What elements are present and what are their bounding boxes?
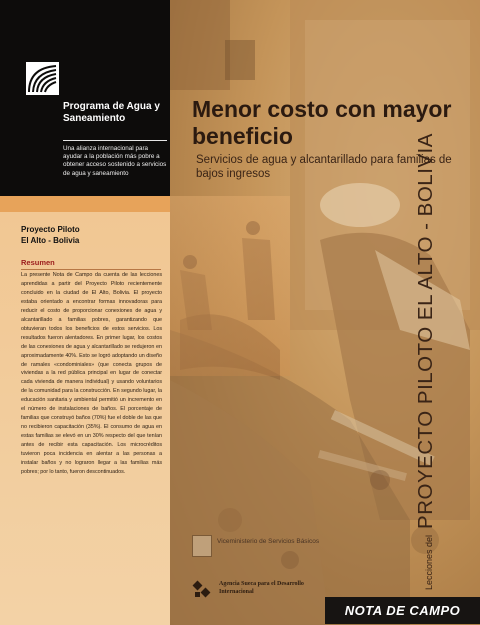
- viceministerio-logo: [192, 535, 334, 557]
- asdi-emblem-icon: [192, 579, 214, 601]
- field-note-badge: [325, 597, 480, 624]
- program-logo-icon: [26, 62, 59, 95]
- summary-text: La presente Nota de Campo da cuenta de las lecciones aprendidas a partir del Proyecto Piloto recientemente concluido en la ciudad de El Alto, Bolivia. El proyecto estaba orientado a encontrar formas innovadoras para reducir el costo de proporcionar conexiones de agua y alcantarillado a familias pobres, garantizando que obtuvieran todos los beneficios de estos servicios. Los resultados fueron alentadores. En primer lugar, los costos de las conexiones de agua y alcantarillado se redujeron en aproximadamente 40%. Esto se logró adoptando un diseño de ramales «condominiales» (que conecta grupos de viviendas a la red pública principal en lugar de conectar cada vivienda de manera individual) y usando voluntarios de la comunidad para la construcción. En segundo lugar, la educación sanitaria y ambiental permitió un incremento en el número de instalaciones de baños. El porcentaje de familias que construyó baños (70%) fue el doble de las que no recibieron capacitación (35%). El consumo de agua en estas familias se elevó en un 30% respecto del que tenían antes de recibir esta capacitación. Los microcréditos tuvieron poca incidencia en alentar a las personas a instalar baños y no lograron llegar a las familias más pobres; por lo tanto, fueron descontinuados.: [21, 272, 162, 475]
- vertical-title: [414, 133, 438, 590]
- viceministerio-name: Viceministerio de Servicios Básicos: [217, 538, 320, 545]
- project-title: Proyecto Piloto El Alto - Bolivia: [21, 225, 80, 245]
- summary-divider: [21, 269, 161, 270]
- field-note-badge-label: NOTA DE CAMPO: [344, 603, 461, 618]
- vertical-title-main: PROYECTO PILOTO EL ALTO - BOLIVIA: [414, 133, 437, 529]
- program-description: Una alianza internacional para ayudar a la población más pobre a obtener acceso sostenido a servicios de agua y saneamiento: [63, 145, 167, 177]
- asdi-logo: [192, 579, 342, 601]
- vertical-title-prefix: Lecciones del: [424, 534, 434, 590]
- asdi-name: Agencia Sueca para el Desarrollo Internacional: [219, 581, 304, 595]
- program-divider: [63, 140, 167, 141]
- photo-highlight-overlay: [170, 196, 290, 376]
- subheadline: Servicios de agua y alcantarillado para familias de bajos ingresos: [196, 154, 452, 180]
- main-headline: Menor costo con mayor beneficio: [192, 96, 452, 149]
- program-title: Programa de Agua y Saneamiento: [63, 101, 160, 124]
- viceministerio-emblem-icon: [192, 535, 212, 557]
- summary-label: Resumen: [21, 258, 55, 267]
